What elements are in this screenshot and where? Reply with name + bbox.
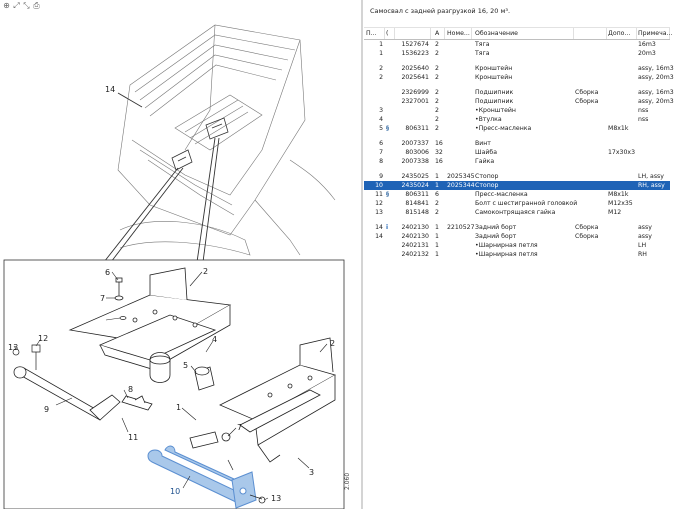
- cell-extra: M12: [608, 209, 622, 216]
- cell-mark: [385, 115, 395, 124]
- cell-pos: 2: [379, 74, 383, 81]
- cell-extra: [607, 88, 637, 97]
- cell-ref-number: [445, 139, 472, 148]
- col-header-info[interactable]: [574, 28, 607, 39]
- cell-pos: 2: [379, 65, 383, 72]
- cell-mark: [385, 106, 395, 115]
- cell-part-number: 803006: [405, 149, 429, 156]
- cell-part-number: 2402132: [401, 251, 429, 258]
- cell-qty: 2: [435, 89, 439, 96]
- table-row-selected[interactable]: [364, 181, 670, 190]
- cell-note: [637, 148, 670, 157]
- cell-note: 16m3: [638, 41, 656, 48]
- callout-13[interactable]: 13: [8, 343, 19, 352]
- cell-part-number: 2025641: [401, 74, 429, 81]
- cell-pos: 7: [379, 149, 383, 156]
- info-icon: i: [386, 224, 389, 231]
- cell-ref-number: [445, 73, 472, 82]
- callout-4[interactable]: 4: [212, 335, 218, 344]
- cell-info: [574, 157, 607, 166]
- tipper-body-drawing: [118, 25, 335, 255]
- cell-info: [574, 124, 607, 133]
- cell-qty: 1: [435, 182, 439, 189]
- table-row[interactable]: [364, 139, 670, 148]
- zoom-in-icon[interactable]: ⊕: [3, 1, 10, 10]
- parts-list-pane: [364, 0, 674, 509]
- cell-part-number: 2327001: [401, 98, 429, 105]
- cell-ref-number: [445, 64, 472, 73]
- cell-designation: •Шарнирная петля: [475, 251, 538, 258]
- cell-designation: Кронштейн: [475, 74, 513, 81]
- cell-note: [637, 190, 670, 199]
- cell-extra: [607, 49, 637, 58]
- pane-splitter[interactable]: [361, 0, 363, 509]
- callout-1[interactable]: 1: [176, 403, 182, 412]
- cell-pos: 11: [375, 191, 383, 198]
- cell-pos: 8: [379, 158, 383, 165]
- col-header-number[interactable]: Номе...: [445, 28, 472, 39]
- cell-pos: 12: [375, 200, 383, 207]
- col-header-qty[interactable]: A: [431, 28, 445, 39]
- cell-designation: Гайка: [475, 158, 495, 165]
- callout-7[interactable]: 7: [100, 294, 106, 303]
- drawing-code: 2.060: [344, 472, 351, 490]
- cell-extra: [607, 64, 637, 73]
- cell-extra: [607, 241, 637, 250]
- cell-part-number: 2402131: [401, 242, 429, 249]
- cell-mark: [385, 139, 395, 148]
- callout-3[interactable]: 3: [309, 468, 315, 477]
- cell-qty: 2: [435, 98, 439, 105]
- cell-designation: Винт: [475, 140, 491, 147]
- cell-note: assy: [638, 224, 652, 231]
- cell-info: [574, 115, 607, 124]
- cell-pos: 4: [379, 116, 383, 123]
- cell-mark: [385, 199, 395, 208]
- col-header-part-number[interactable]: [395, 28, 431, 39]
- cell-part-number: 2007337: [401, 140, 429, 147]
- cell-part-number: 1536223: [401, 50, 429, 57]
- cell-pos: 5: [379, 125, 383, 132]
- cell-designation: Задний борт: [475, 224, 517, 231]
- assembly-title: Самосвал с задней разгрузкой 16, 20 м³.: [364, 0, 670, 27]
- cell-note: LH: [638, 242, 647, 249]
- fit-icon[interactable]: ⤡: [23, 1, 30, 10]
- cell-mark: [385, 97, 395, 106]
- cell-note: nss: [638, 107, 649, 114]
- table-row[interactable]: [364, 88, 674, 97]
- cell-designation: •Кронштейн: [475, 107, 516, 114]
- callout-6[interactable]: 6: [105, 268, 111, 277]
- table-row[interactable]: [364, 64, 674, 73]
- cell-mark: [385, 148, 395, 157]
- cell-ref-number: [445, 124, 472, 133]
- cell-designation: •Пресс-масленка: [475, 125, 532, 132]
- cell-info: [574, 40, 607, 49]
- col-header-designation[interactable]: Обозначение: [472, 28, 574, 39]
- table-row[interactable]: [364, 172, 670, 181]
- cell-part-number: 815148: [405, 209, 429, 216]
- callout-7b[interactable]: 7: [237, 423, 243, 432]
- cell-designation: Кронштейн: [475, 65, 513, 72]
- cell-mark: [385, 232, 395, 241]
- table-row[interactable]: [364, 199, 670, 208]
- cell-mark: [385, 88, 395, 97]
- cell-extra: [607, 115, 637, 124]
- callout-2b[interactable]: 2: [330, 339, 336, 348]
- cell-mark: [385, 208, 395, 217]
- callout-12[interactable]: 12: [38, 334, 49, 343]
- cell-ref-number: [445, 190, 472, 199]
- table-row[interactable]: [364, 106, 670, 115]
- cell-mark: [385, 241, 395, 250]
- cell-ref-number: [445, 157, 472, 166]
- cell-designation: Задний борт: [475, 233, 517, 240]
- cell-pos: 3: [379, 107, 383, 114]
- cell-info: Сборка: [575, 224, 599, 231]
- cell-extra: [607, 40, 637, 49]
- cell-part-number: 2402130: [401, 224, 429, 231]
- cell-pos: [364, 88, 385, 97]
- cell-note: RH: [638, 251, 647, 258]
- cell-qty: 6: [435, 191, 439, 198]
- cell-info: [574, 190, 607, 199]
- cell-extra: 17x30x3: [608, 149, 636, 156]
- zoom-out-icon[interactable]: ⤢: [13, 1, 20, 10]
- cell-designation: Болт с шестигранной головкой: [475, 200, 578, 207]
- cell-info: [574, 250, 607, 259]
- cell-info: [574, 208, 607, 217]
- table-row[interactable]: [364, 73, 674, 82]
- callout-10[interactable]: 10: [170, 487, 181, 496]
- table-row[interactable]: [364, 223, 670, 232]
- print-icon[interactable]: ⎙: [33, 1, 40, 10]
- parts-table-body: [364, 40, 674, 509]
- cell-mark: [385, 73, 395, 82]
- cell-note: assy, 20m3: [638, 98, 674, 105]
- callout-8[interactable]: 8: [128, 385, 134, 394]
- cell-extra: [607, 172, 637, 181]
- table-row[interactable]: [364, 157, 670, 166]
- table-row[interactable]: [364, 250, 670, 259]
- cell-qty: 2: [435, 50, 439, 57]
- cell-designation: Пресс-масленка: [475, 191, 528, 198]
- cell-note: RH, assy: [638, 182, 665, 189]
- cell-part-number: 806311: [405, 125, 429, 132]
- cell-qty: 1: [435, 173, 439, 180]
- cell-info: [574, 172, 607, 181]
- cell-ref-number: [445, 148, 472, 157]
- cell-designation: Стопор: [475, 173, 499, 180]
- cell-qty: 32: [435, 149, 443, 156]
- cell-mark: [385, 64, 395, 73]
- cell-info: Сборка: [575, 89, 599, 96]
- cell-pos: 1: [379, 41, 383, 48]
- cell-ref-number: [445, 88, 472, 97]
- cell-pos: 14: [375, 224, 383, 231]
- table-row[interactable]: [364, 40, 670, 49]
- table-row[interactable]: [364, 115, 670, 124]
- col-header-pos[interactable]: П...: [364, 28, 385, 39]
- cell-mark: [385, 157, 395, 166]
- cell-pos: [364, 250, 385, 259]
- callout-14[interactable]: 14: [105, 85, 116, 94]
- cell-designation: Тяга: [475, 41, 490, 48]
- table-row[interactable]: [364, 190, 670, 199]
- cell-part-number: 2025640: [401, 65, 429, 72]
- cell-designation: Самоконтрящаяся гайка: [475, 209, 556, 216]
- cell-ref-number: 2210527: [447, 224, 475, 231]
- cell-part-number: 806311: [405, 191, 429, 198]
- cell-pos: 13: [375, 209, 383, 216]
- cell-qty: 2: [435, 107, 439, 114]
- cell-ref-number: [445, 199, 472, 208]
- cell-designation: •Шарнирная петля: [475, 242, 538, 249]
- cell-pos: [364, 241, 385, 250]
- cell-ref-number: [445, 97, 472, 106]
- cell-part-number: [395, 106, 431, 115]
- cell-part-number: 2326999: [401, 89, 429, 96]
- cell-extra: M8x1k: [608, 125, 629, 132]
- cell-qty: 2: [435, 74, 439, 81]
- cell-qty: 2: [435, 41, 439, 48]
- cell-info: [574, 148, 607, 157]
- cell-designation: Шайба: [475, 149, 498, 156]
- cell-qty: 1: [435, 233, 439, 240]
- cell-note: LH, assy: [638, 173, 664, 180]
- cell-note: assy, 20m3: [638, 74, 674, 81]
- cell-qty: 2: [435, 200, 439, 207]
- col-header-mark[interactable]: (: [385, 28, 395, 39]
- cell-pos: [364, 97, 385, 106]
- col-header-note[interactable]: Примеча...: [638, 30, 673, 37]
- cell-extra: [607, 106, 637, 115]
- cell-pos: 14: [375, 233, 383, 240]
- cell-part-number: 2402130: [401, 233, 429, 240]
- cell-qty: 1: [435, 251, 439, 258]
- cell-extra: [607, 181, 637, 190]
- cell-info: [574, 49, 607, 58]
- cell-info: Сборка: [575, 233, 599, 240]
- callout-2[interactable]: 2: [203, 267, 209, 276]
- cell-extra: [607, 97, 637, 106]
- cell-mark: [385, 181, 395, 190]
- cell-extra: [607, 223, 637, 232]
- cell-info: [574, 241, 607, 250]
- callout-13b[interactable]: 13: [271, 494, 282, 503]
- cell-note: 20m3: [638, 50, 656, 57]
- cell-part-number: 814841: [405, 200, 429, 207]
- table-row[interactable]: [364, 241, 670, 250]
- cell-ref-number: 2025344: [447, 182, 475, 189]
- cell-part-number: 2007338: [401, 158, 429, 165]
- cell-extra: [607, 157, 637, 166]
- cell-ref-number: 2025345: [447, 173, 475, 180]
- cell-info: [574, 106, 607, 115]
- cell-note: assy, 16m3: [638, 65, 674, 72]
- cell-ref-number: [445, 208, 472, 217]
- cell-qty: 2: [435, 209, 439, 216]
- cell-extra: [607, 139, 637, 148]
- cell-note: [637, 208, 670, 217]
- cell-note: assy, 16m3: [638, 89, 674, 96]
- cell-extra: [607, 232, 637, 241]
- table-row[interactable]: [364, 232, 670, 241]
- cell-designation: •Втулка: [475, 116, 502, 123]
- cell-mark: [385, 172, 395, 181]
- callout-5[interactable]: 5: [183, 361, 189, 370]
- cell-mark: [385, 49, 395, 58]
- cell-note: [637, 157, 670, 166]
- detail-leader-lines: [104, 93, 219, 262]
- cell-qty: 2: [435, 116, 439, 123]
- col-header-extra[interactable]: Допо...: [607, 28, 637, 39]
- table-row[interactable]: [364, 124, 670, 133]
- cell-info: [574, 199, 607, 208]
- cell-qty: 2: [435, 125, 439, 132]
- cell-part-number: 2435024: [401, 182, 429, 189]
- cell-info: Сборка: [575, 98, 599, 105]
- cell-info: [574, 139, 607, 148]
- cell-extra: [607, 73, 637, 82]
- cell-ref-number: [445, 115, 472, 124]
- cell-designation: Подшипник: [475, 98, 514, 105]
- cell-info: [574, 73, 607, 82]
- callout-11[interactable]: 11: [128, 433, 139, 442]
- cell-designation: Тяга: [475, 50, 490, 57]
- cell-ref-number: [445, 241, 472, 250]
- section-mark-icon: §: [386, 191, 389, 198]
- cell-qty: 16: [435, 140, 443, 147]
- cell-note: [637, 139, 670, 148]
- cell-qty: 16: [435, 158, 443, 165]
- table-row[interactable]: [364, 148, 670, 157]
- cell-qty: 2: [435, 65, 439, 72]
- cell-pos: 9: [379, 173, 383, 180]
- table-row[interactable]: [364, 208, 670, 217]
- table-row[interactable]: [364, 49, 670, 58]
- cell-note: [637, 199, 670, 208]
- parts-table-header: [364, 28, 673, 40]
- cell-pos: 1: [379, 50, 383, 57]
- cell-ref-number: [445, 250, 472, 259]
- cell-ref-number: [445, 106, 472, 115]
- cell-note: nss: [638, 116, 649, 123]
- cell-part-number: 1527674: [401, 41, 429, 48]
- cell-qty: 1: [435, 242, 439, 249]
- cell-pos: 6: [379, 140, 383, 147]
- cell-ref-number: [445, 49, 472, 58]
- cell-part-number: 2435025: [401, 173, 429, 180]
- cell-mark: [385, 40, 395, 49]
- cell-pos: 10: [375, 182, 383, 189]
- cell-mark: [385, 250, 395, 259]
- cell-extra: M8x1k: [608, 191, 629, 198]
- cell-qty: 1: [435, 224, 439, 231]
- cell-extra: M12x35: [608, 200, 633, 207]
- cell-extra: [607, 250, 637, 259]
- cell-designation: Стопор: [475, 182, 499, 189]
- cell-note: [637, 124, 670, 133]
- callout-9[interactable]: 9: [44, 405, 50, 414]
- cell-ref-number: [445, 232, 472, 241]
- cell-designation: Подшипник: [475, 89, 514, 96]
- section-mark-icon: §: [386, 125, 389, 132]
- cell-note: assy: [638, 233, 652, 240]
- cell-ref-number: [445, 40, 472, 49]
- table-row[interactable]: [364, 97, 674, 106]
- cell-info: [574, 181, 607, 190]
- cell-part-number: [395, 115, 431, 124]
- cell-info: [574, 64, 607, 73]
